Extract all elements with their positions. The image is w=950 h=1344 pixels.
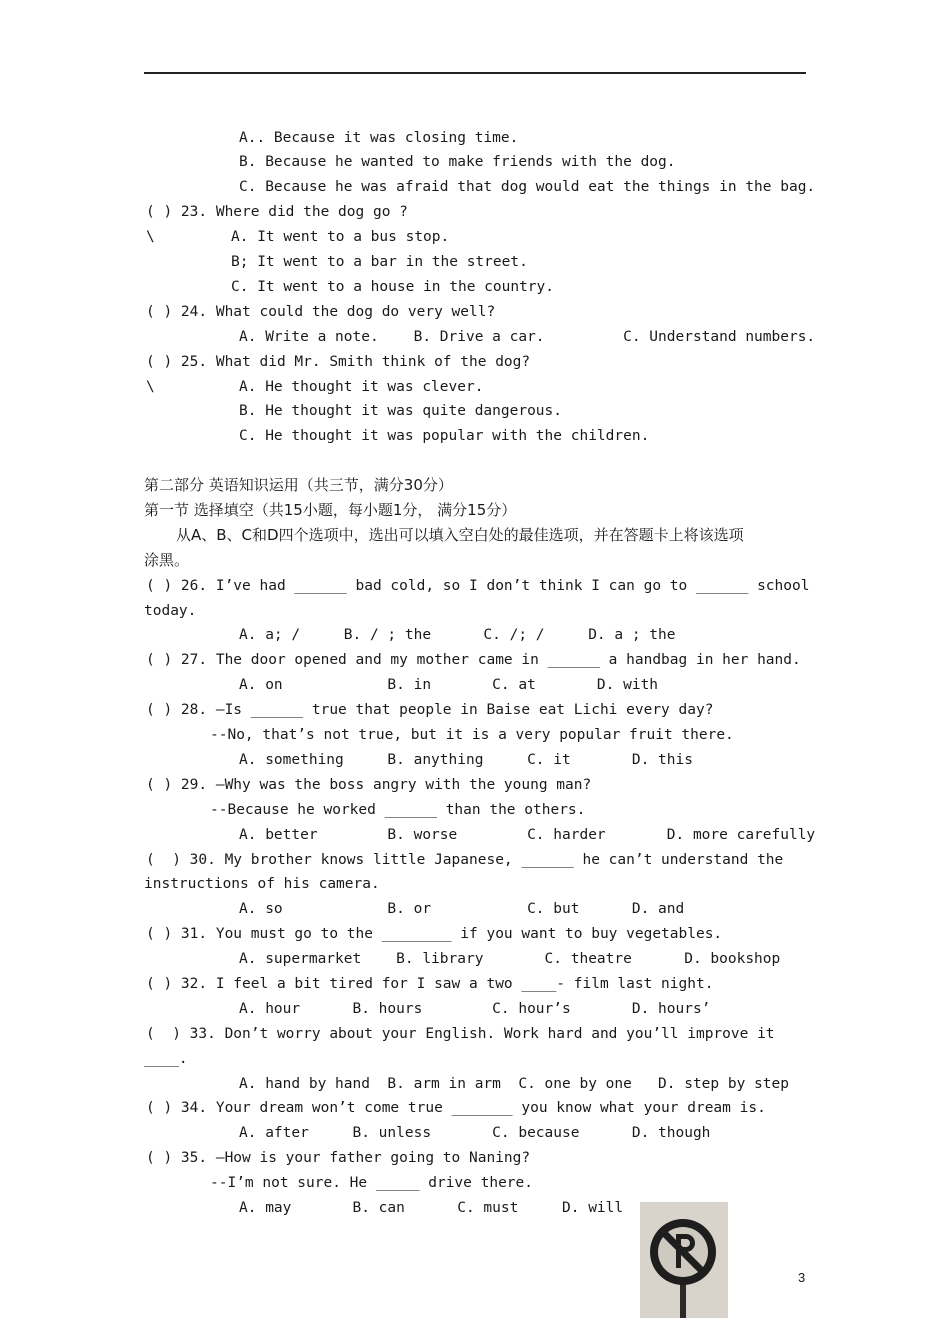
text-line: A. It went to a bus stop. <box>231 229 450 245</box>
text-line: A. supermarket B. library C. theatre D. bookshop <box>239 951 781 967</box>
text-line: A. so B. or C. but D. and <box>239 901 685 917</box>
text-line: A. after B. unless C. because D. though <box>239 1125 711 1141</box>
text-line: ( ) 33. Don’t worry about your English. Work hard and you’ll improve it <box>146 1026 775 1042</box>
text-line: A. a; / B. / ; the C. /; / D. a ; the <box>239 627 676 643</box>
text-line: ( ) 35. –How is your father going to Naning? <box>146 1150 531 1166</box>
text-line: --No, that’s not true, but it is a very popular fruit there. <box>210 727 734 743</box>
text-line: ____. <box>144 1051 188 1067</box>
text-line: A. hour B. hours C. hour’s D. hours’ <box>239 1001 711 1017</box>
text-line: C. He thought it was popular with the children. <box>239 428 650 444</box>
page-number: 3 <box>798 1270 806 1285</box>
text-line: A. Write a note. B. Drive a car. C. Understand numbers. <box>239 329 816 345</box>
text-line: \ <box>146 379 155 395</box>
text-line: A. may B. can C. must D. will <box>239 1200 624 1216</box>
header-rule <box>144 72 806 74</box>
text-line: --I’m not sure. He _____ drive there. <box>210 1175 534 1191</box>
text-line: \ <box>146 229 155 245</box>
text-line: 涂黑。 <box>144 551 190 569</box>
text-line: ( ) 24. What could the dog do very well? <box>146 304 496 320</box>
text-line: ( ) 26. I’ve had ______ bad cold, so I don’t think I can go to ______ school <box>146 578 810 594</box>
text-line: 第二部分 英语知识运用（共三节，满分30分） <box>144 476 453 494</box>
text-line: ( ) 23. Where did the dog go ? <box>146 204 408 220</box>
text-line: B. He thought it was quite dangerous. <box>239 403 563 419</box>
text-line: ( ) 31. You must go to the ________ if you want to buy vegetables. <box>146 926 723 942</box>
text-line: A. He thought it was clever. <box>239 379 484 395</box>
text-line: instructions of his camera. <box>144 876 380 892</box>
text-line: B. Because he wanted to make friends with the dog. <box>239 154 676 170</box>
text-line: ( ) 27. The door opened and my mother came in ______ a handbag in her hand. <box>146 652 801 668</box>
text-line: B; It went to a bar in the street. <box>231 254 528 270</box>
text-line: C. Because he was afraid that dog would eat the things in the bag. <box>239 179 816 195</box>
text-line: A. on B. in C. at D. with <box>239 677 659 693</box>
text-line: A. hand by hand B. arm in arm C. one by one D. step by step <box>239 1076 789 1092</box>
text-line: ( ) 34. Your dream won’t come true _______ you know what your dream is. <box>146 1100 766 1116</box>
text-line: A. something B. anything C. it D. this <box>239 752 693 768</box>
text-line: C. It went to a house in the country. <box>231 279 555 295</box>
text-line: today. <box>144 603 197 619</box>
text-line: 第一节 选择填空（共15小题，每小题1分， 满分15分） <box>144 501 517 519</box>
text-line: ( ) 29. –Why was the boss angry with the young man? <box>146 777 592 793</box>
text-line: 从A、B、C和D四个选项中，选出可以填入空白处的最佳选项，并在答题卡上将该选项 <box>176 526 744 544</box>
text-line: ( ) 25. What did Mr. Smith think of the dog? <box>146 354 531 370</box>
text-line: ( ) 32. I feel a bit tired for I saw a two ____- film last night. <box>146 976 714 992</box>
text-line: ( ) 28. –Is ______ true that people in Baise eat Lichi every day? <box>146 702 714 718</box>
no-parking-sign-icon <box>640 1202 728 1318</box>
text-line: ( ) 30. My brother knows little Japanese, ______ he can’t understand the <box>146 852 784 868</box>
text-line: --Because he worked ______ than the others. <box>210 802 586 818</box>
text-line: A.. Because it was closing time. <box>239 130 519 146</box>
text-line: A. better B. worse C. harder D. more carefully <box>239 827 816 843</box>
